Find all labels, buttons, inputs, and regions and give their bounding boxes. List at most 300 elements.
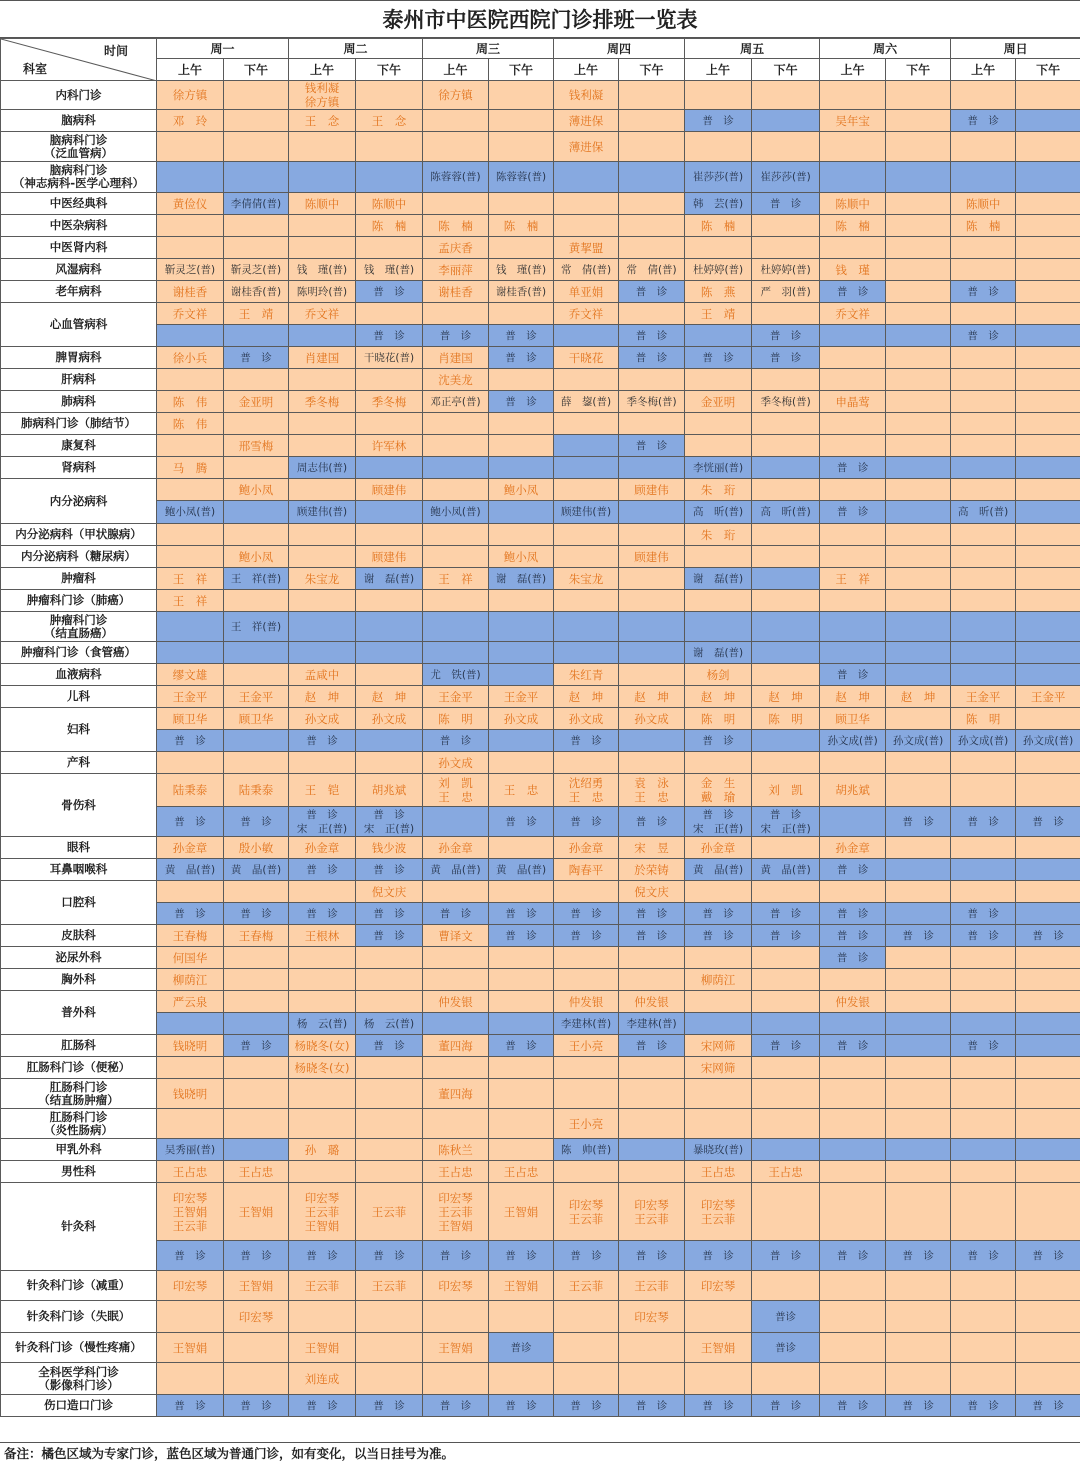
schedule-cell <box>289 752 356 774</box>
doctor-name: 王 祥 <box>438 571 473 586</box>
dept-label: 科室 <box>23 62 48 76</box>
schedule-cell <box>619 391 685 413</box>
schedule-cell <box>619 686 685 708</box>
doctor-name: 严 羽(普) <box>760 285 811 298</box>
doctor-name: 谢 磊(普) <box>692 572 744 585</box>
department-label: 骨伤科 <box>1 774 157 837</box>
department-label: 眼科 <box>1 837 157 859</box>
doctor-name: 普 诊 <box>240 1399 272 1412</box>
schedule-cell <box>951 947 1016 969</box>
schedule-cell <box>224 881 289 903</box>
doctor-name: 陈 楠 <box>503 218 539 233</box>
table-row <box>1 991 1080 1013</box>
department-label: 肛肠科门诊 （结直肠肿瘤） <box>1 1079 157 1109</box>
schedule-cell <box>752 303 820 325</box>
schedule-cell <box>289 524 356 546</box>
doctor-name: 顾建伟 <box>371 482 407 497</box>
schedule-cell <box>1016 969 1080 991</box>
schedule-cell <box>1016 1395 1080 1417</box>
schedule-cell <box>224 325 289 347</box>
schedule-cell <box>224 1161 289 1183</box>
doctor-name: 金亚明 <box>700 394 736 409</box>
schedule-cell <box>289 237 356 259</box>
table-row <box>1 612 1080 642</box>
schedule-cell <box>157 1139 224 1161</box>
schedule-cell <box>289 281 356 303</box>
doctor-name: 普 诊 <box>635 1399 668 1412</box>
doctor-name: 鲍小凤(普) <box>430 506 481 518</box>
schedule-cell <box>951 546 1016 568</box>
schedule-cell <box>157 110 224 132</box>
schedule-cell <box>554 215 619 237</box>
schedule-cell <box>951 730 1016 752</box>
schedule-cell <box>554 708 619 730</box>
schedule-cell <box>356 730 423 752</box>
doctor-name: 普 诊 <box>769 1039 802 1052</box>
schedule-cell <box>619 325 685 347</box>
department-label: 针灸科门诊（减重） <box>1 1271 157 1301</box>
doctor-name: 普 诊 <box>306 1399 338 1412</box>
schedule-cell <box>1016 686 1080 708</box>
schedule-cell <box>157 435 224 457</box>
schedule-cell <box>423 1013 489 1035</box>
schedule-cell <box>685 1079 752 1109</box>
doctor-name: 陈顺中 <box>304 196 340 211</box>
doctor-name: 普 诊 <box>373 285 405 298</box>
doctor-name: 暴晓玫(普) <box>692 1143 744 1156</box>
doctor-name: 普 诊 <box>836 668 869 681</box>
schedule-cell <box>752 708 820 730</box>
schedule-cell <box>886 162 951 193</box>
schedule-cell <box>356 303 423 325</box>
schedule-cell <box>1016 1183 1080 1241</box>
doctor-name: 王云菲 <box>634 1278 669 1293</box>
schedule-cell <box>951 325 1016 347</box>
doctor-name: 王智娟 <box>238 1278 274 1293</box>
schedule-cell <box>289 193 356 215</box>
schedule-cell <box>619 1183 685 1241</box>
schedule-cell <box>289 391 356 413</box>
schedule-cell <box>224 162 289 193</box>
schedule-cell <box>886 281 951 303</box>
schedule-cell <box>685 903 752 925</box>
schedule-cell <box>157 807 224 837</box>
doctor-name: 普 诊 <box>836 1249 869 1262</box>
half-day-header: 下午 <box>1016 59 1080 81</box>
schedule-cell <box>289 259 356 281</box>
schedule-cell <box>224 110 289 132</box>
schedule-cell <box>820 686 886 708</box>
doctor-name: 季冬梅 <box>304 394 340 409</box>
schedule-cell <box>356 642 423 664</box>
schedule-cell <box>820 708 886 730</box>
department-label: 内科门诊 <box>1 81 157 110</box>
schedule-cell <box>886 435 951 457</box>
table-row <box>1 435 1080 457</box>
table-row <box>1 947 1080 969</box>
doctor-name: 赵 坤 <box>304 689 340 704</box>
doctor-name: 鲍小凤 <box>503 549 539 564</box>
schedule-cell <box>423 1161 489 1183</box>
doctor-name: 顾建伟(普) <box>296 506 348 518</box>
schedule-cell <box>951 568 1016 590</box>
table-row <box>1 807 1080 837</box>
doctor-name: 普 诊 <box>240 907 272 920</box>
doctor-name: 普 诊 <box>836 1039 869 1052</box>
schedule-cell <box>951 162 1016 193</box>
schedule-cell <box>224 132 289 162</box>
half-day-header: 上午 <box>289 59 356 81</box>
schedule-cell <box>224 259 289 281</box>
schedule-cell <box>951 837 1016 859</box>
doctor-name: 王金平 <box>238 689 274 704</box>
doctor-name: 沈绍勇 王 忠 <box>568 776 604 804</box>
schedule-cell <box>356 325 423 347</box>
schedule-cell <box>356 391 423 413</box>
schedule-cell <box>356 664 423 686</box>
schedule-cell <box>886 1079 951 1109</box>
schedule-cell <box>886 369 951 391</box>
doctor-name: 王云菲 <box>371 1204 407 1219</box>
schedule-cell <box>489 881 554 903</box>
schedule-cell <box>423 686 489 708</box>
schedule-cell <box>489 708 554 730</box>
doctor-name: 印宏琴 <box>172 1278 208 1293</box>
doctor-name: 普 诊 <box>967 929 999 942</box>
doctor-name: 普 诊 <box>702 929 734 942</box>
schedule-cell <box>820 524 886 546</box>
schedule-cell <box>554 859 619 881</box>
schedule-cell <box>157 369 224 391</box>
schedule-cell <box>554 1013 619 1035</box>
schedule-cell <box>356 1035 423 1057</box>
schedule-cell <box>489 1395 554 1417</box>
schedule-cell <box>489 1057 554 1079</box>
doctor-name: 普 诊 <box>769 929 802 942</box>
doctor-name: 陈 明 <box>438 711 473 726</box>
schedule-cell <box>685 347 752 369</box>
doctor-name: 谢 磊(普) <box>363 572 415 585</box>
schedule-cell <box>157 1301 224 1333</box>
schedule-cell <box>489 568 554 590</box>
schedule-cell <box>1016 947 1080 969</box>
doctor-name: 孙文成 <box>371 711 407 726</box>
schedule-cell <box>752 281 820 303</box>
schedule-cell <box>752 237 820 259</box>
doctor-name: 钱 瑾 <box>835 262 870 277</box>
doctor-name: 胡兆斌 <box>371 783 407 797</box>
schedule-cell <box>685 991 752 1013</box>
schedule-cell <box>157 457 224 479</box>
schedule-cell <box>554 281 619 303</box>
doctor-name: 普 诊 <box>505 329 537 342</box>
schedule-cell <box>289 903 356 925</box>
doctor-name: 许军林 <box>371 438 407 453</box>
day-header: 周五 <box>685 39 820 59</box>
schedule-cell <box>157 686 224 708</box>
schedule-cell <box>224 1241 289 1271</box>
schedule-cell <box>752 1109 820 1139</box>
schedule-cell <box>224 774 289 807</box>
schedule-cell <box>554 457 619 479</box>
doctor-name: 赵 坤 <box>835 689 870 704</box>
schedule-cell <box>224 81 289 110</box>
department-label: 产科 <box>1 752 157 774</box>
schedule-cell <box>423 391 489 413</box>
schedule-cell <box>619 774 685 807</box>
doctor-name: 普 诊 <box>769 197 802 210</box>
doctor-name: 普 诊 <box>769 907 802 920</box>
schedule-cell <box>820 457 886 479</box>
doctor-name: 普 诊 宋 正(普) <box>363 808 415 835</box>
schedule-cell <box>489 1079 554 1109</box>
doctor-name: 印宏琴 <box>634 1309 669 1324</box>
schedule-cell <box>356 752 423 774</box>
doctor-name: 陈 伟 <box>172 416 208 431</box>
schedule-cell <box>356 774 423 807</box>
schedule-cell <box>423 1139 489 1161</box>
schedule-cell <box>423 215 489 237</box>
doctor-name: 周志伟(普) <box>296 461 348 474</box>
schedule-cell <box>619 237 685 259</box>
schedule-cell <box>752 859 820 881</box>
schedule-cell <box>820 215 886 237</box>
schedule-cell <box>820 435 886 457</box>
schedule-cell <box>619 524 685 546</box>
doctor-name: 王小亮 <box>568 1116 604 1131</box>
schedule-cell <box>423 81 489 110</box>
table-row <box>1 325 1080 347</box>
schedule-cell <box>224 708 289 730</box>
schedule-cell <box>554 347 619 369</box>
schedule-cell <box>224 807 289 837</box>
schedule-cell <box>157 664 224 686</box>
table-row <box>1 925 1080 947</box>
doctor-name: 顾卫华 <box>172 711 208 726</box>
schedule-cell <box>886 81 951 110</box>
department-label: 肛肠科 <box>1 1035 157 1057</box>
department-label: 肛肠科门诊（便秘） <box>1 1057 157 1079</box>
schedule-cell <box>224 215 289 237</box>
schedule-cell <box>820 347 886 369</box>
schedule-cell <box>685 568 752 590</box>
doctor-name: 普 诊 <box>505 395 537 408</box>
schedule-cell <box>489 435 554 457</box>
doctor-name: 孙金章 <box>568 840 604 855</box>
schedule-cell <box>289 730 356 752</box>
schedule-cell <box>619 991 685 1013</box>
schedule-cell <box>157 347 224 369</box>
schedule-cell <box>685 1035 752 1057</box>
doctor-name: 黄挈盟 <box>568 240 604 255</box>
schedule-cell <box>752 1333 820 1363</box>
schedule-cell <box>157 1271 224 1301</box>
schedule-cell <box>619 1395 685 1417</box>
schedule-cell <box>820 1139 886 1161</box>
schedule-cell <box>951 457 1016 479</box>
schedule-cell <box>423 1035 489 1057</box>
schedule-cell <box>1016 369 1080 391</box>
doctor-name: 常 倩(普) <box>560 263 612 276</box>
doctor-name: 普 诊 <box>373 863 405 876</box>
schedule-cell <box>356 903 423 925</box>
table-row <box>1 1271 1080 1301</box>
schedule-cell <box>489 1333 554 1363</box>
table-row <box>1 969 1080 991</box>
doctor-name: 孙金章 <box>438 840 473 855</box>
schedule-cell <box>356 347 423 369</box>
doctor-name: 普 诊 <box>174 907 206 920</box>
schedule-cell <box>157 259 224 281</box>
half-day-header: 下午 <box>886 59 951 81</box>
schedule-cell <box>356 524 423 546</box>
schedule-cell <box>820 903 886 925</box>
schedule-cell <box>1016 501 1080 524</box>
schedule-cell <box>752 752 820 774</box>
schedule-cell <box>554 612 619 642</box>
doctor-name: 普 诊 <box>240 351 272 364</box>
schedule-cell <box>619 1333 685 1363</box>
doctor-name: 普 诊 <box>702 351 734 364</box>
schedule-cell <box>157 391 224 413</box>
schedule-cell <box>356 859 423 881</box>
table-row <box>1 259 1080 281</box>
schedule-cell <box>685 837 752 859</box>
schedule-cell <box>951 1333 1016 1363</box>
day-header: 周四 <box>554 39 685 59</box>
doctor-name: 孙文成(普) <box>892 734 944 747</box>
schedule-cell <box>554 1035 619 1057</box>
doctor-name: 普 诊 <box>902 929 934 942</box>
schedule-cell <box>820 1271 886 1301</box>
schedule-cell <box>157 991 224 1013</box>
doctor-name: 普 诊 宋 正(普) <box>296 808 348 835</box>
table-row <box>1 281 1080 303</box>
doctor-name: 普 诊 <box>635 1249 668 1262</box>
schedule-cell <box>619 903 685 925</box>
schedule-cell <box>356 925 423 947</box>
doctor-name: 陈 明 <box>700 711 736 726</box>
schedule-cell <box>886 1035 951 1057</box>
doctor-name: 顾建伟 <box>634 549 669 564</box>
schedule-cell <box>752 881 820 903</box>
schedule-cell <box>820 1363 886 1395</box>
schedule-cell <box>886 664 951 686</box>
schedule-cell <box>554 1363 619 1395</box>
doctor-name: 普 诊 <box>967 1249 999 1262</box>
schedule-cell <box>489 215 554 237</box>
schedule-cell <box>951 991 1016 1013</box>
schedule-cell <box>951 1301 1016 1333</box>
schedule-cell <box>356 807 423 837</box>
schedule-cell <box>951 1363 1016 1395</box>
doctor-name: 普 诊 <box>635 351 668 364</box>
schedule-cell <box>289 1161 356 1183</box>
schedule-cell <box>685 524 752 546</box>
schedule-cell <box>356 1079 423 1109</box>
schedule-cell <box>886 752 951 774</box>
doctor-name: 陆秉泰 <box>238 783 274 797</box>
schedule-cell <box>289 568 356 590</box>
schedule-cell <box>423 369 489 391</box>
schedule-cell <box>224 1035 289 1057</box>
schedule-cell <box>951 969 1016 991</box>
schedule-cell <box>685 413 752 435</box>
schedule-cell <box>554 903 619 925</box>
doctor-name: 普 诊 <box>439 1399 472 1412</box>
schedule-cell <box>157 1241 224 1271</box>
doctor-name: 普 诊 <box>902 815 934 828</box>
schedule-cell <box>886 686 951 708</box>
schedule-cell <box>951 81 1016 110</box>
doctor-name: 杨晓冬(女) <box>294 1060 350 1075</box>
doctor-name: 印宏琴 <box>700 1278 736 1293</box>
schedule-cell <box>224 501 289 524</box>
schedule-cell <box>423 1057 489 1079</box>
schedule-cell <box>356 1333 423 1363</box>
schedule-cell <box>157 162 224 193</box>
schedule-cell <box>820 774 886 807</box>
schedule-cell <box>752 590 820 612</box>
table-row <box>1 413 1080 435</box>
department-label: 中医肾内科 <box>1 237 157 259</box>
doctor-name: 刘 凯 <box>768 783 803 797</box>
schedule-cell <box>886 110 951 132</box>
schedule-cell <box>356 686 423 708</box>
schedule-cell <box>951 347 1016 369</box>
schedule-cell <box>554 237 619 259</box>
schedule-cell <box>752 435 820 457</box>
doctor-name: 普 诊 <box>836 951 869 964</box>
doctor-name: 王智娟 <box>304 1340 340 1355</box>
schedule-cell <box>157 881 224 903</box>
schedule-cell <box>619 1079 685 1109</box>
doctor-name: 普 诊 <box>1032 1249 1064 1262</box>
schedule-cell <box>685 1161 752 1183</box>
corner-header <box>1 39 157 81</box>
schedule-cell <box>356 1271 423 1301</box>
schedule-cell <box>356 162 423 193</box>
doctor-name: 季冬梅(普) <box>760 395 811 408</box>
doctor-name: 柳荫江 <box>700 972 736 987</box>
schedule-cell <box>554 752 619 774</box>
schedule-cell <box>619 881 685 903</box>
schedule-cell <box>886 1395 951 1417</box>
doctor-name: 王 铠 <box>304 783 340 797</box>
schedule-cell <box>951 369 1016 391</box>
schedule-cell <box>554 807 619 837</box>
schedule-cell <box>289 807 356 837</box>
schedule-cell <box>1016 774 1080 807</box>
doctor-name: 於荣铸 <box>634 862 669 877</box>
schedule-cell <box>886 1301 951 1333</box>
schedule-cell <box>820 568 886 590</box>
doctor-name: 吴秀丽(普) <box>164 1143 216 1156</box>
doctor-name: 黄 晶(普) <box>692 863 744 876</box>
doctor-name: 王 忠 <box>503 783 539 797</box>
doctor-name: 普 诊 <box>373 1249 405 1262</box>
doctor-name: 崔莎莎(普) <box>760 171 811 183</box>
doctor-name: 钱 瑾(普) <box>495 263 547 276</box>
schedule-cell <box>423 925 489 947</box>
doctor-name: 普 诊 <box>439 907 472 920</box>
schedule-cell <box>489 686 554 708</box>
half-day-header: 上午 <box>423 59 489 81</box>
schedule-cell <box>157 479 224 501</box>
schedule-cell <box>489 1183 554 1241</box>
doctor-name: 王占忠 <box>768 1164 803 1179</box>
schedule-cell <box>951 1241 1016 1271</box>
